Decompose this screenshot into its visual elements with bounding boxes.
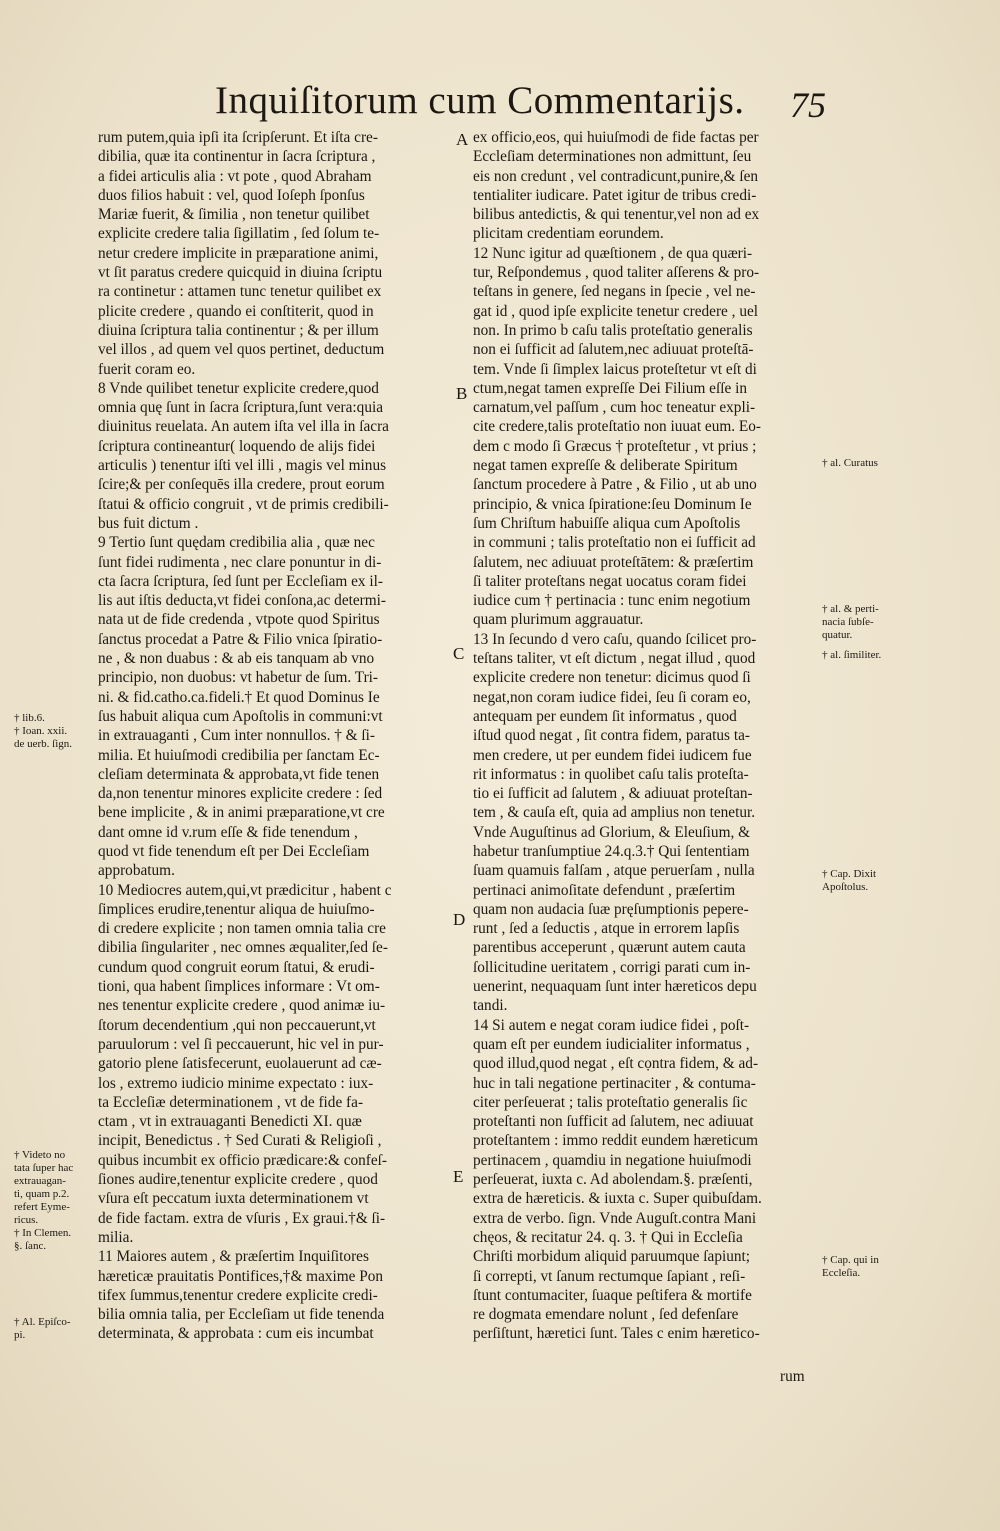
note-line: † Ioan. xxii. bbox=[14, 725, 68, 737]
left-text-line: nata ut de fide credenda , vtpote quod Spiritus bbox=[98, 611, 380, 629]
left-text-line: quibus incumbit ex officio prædicare:& confeſ- bbox=[98, 1151, 388, 1169]
right-text-line: ſuam quamuis falſam , atque peruerſam , nulla bbox=[473, 862, 755, 880]
left-text-line: milia. Et huiuſmodi credibilia per ſanctam Ec- bbox=[98, 746, 380, 764]
right-text-column bbox=[473, 128, 823, 1344]
right-text-line: non ei ſufficit ad ſalutem,nec adiuuat proteſtā- bbox=[473, 341, 754, 359]
note-line: quatur. bbox=[822, 629, 853, 641]
right-text-line: perſeuerat, iuxta c. Ad abolendam.§. præſenti, bbox=[473, 1171, 753, 1189]
right-text-line: Vnde Auguſtinus ad Glorium, & Eleuſium, & bbox=[473, 823, 751, 841]
right-text-line: iudice cum † pertinacia : tunc enim negotium bbox=[473, 592, 751, 610]
right-text-line: parentibus acceperunt , quærunt autem cauta bbox=[473, 939, 746, 957]
right-text-line: tio ei ſufficit ad ſalutem , & adiuuat proteſtan- bbox=[473, 785, 753, 803]
left-text-line: diuinitus reuelata. An autem iſta vel illa in ſacra bbox=[98, 418, 389, 436]
left-text-line: da,non tenentur minores explicite credere : ſed bbox=[98, 785, 383, 803]
right-text-line: tem. Vnde ſi ſimplex laicus proteſtetur vt eſt di bbox=[473, 360, 757, 378]
section-letter-c: C bbox=[453, 644, 465, 663]
right-text-line: Eccleſiam determinationes non admittunt, ſeu bbox=[473, 148, 752, 166]
right-text-line: men credere, ut per eundem fidei iudicem fue bbox=[473, 746, 752, 764]
note-line: ti, quam p.2. bbox=[14, 1188, 70, 1200]
left-text-line: diuina ſcriptura talia continentur ; & per illum bbox=[98, 321, 379, 339]
left-text-line: 11 Maiores autem , & præſertim Inquiſitores bbox=[98, 1248, 369, 1266]
left-text-line: ſunt fidei rudimenta , nec clare ponuntur in di- bbox=[98, 553, 382, 571]
note-line: Eccleſia. bbox=[822, 1267, 861, 1279]
right-text-line: tentialiter iudicare. Patet igitur de tribus credi- bbox=[473, 186, 757, 204]
left-text-line: approbatum. bbox=[98, 862, 175, 880]
left-text-line: bus fuit dictum . bbox=[98, 514, 199, 532]
right-text-line: 14 Si autem e negat coram iudice fidei , poſt- bbox=[473, 1016, 750, 1034]
right-text-line: tem , & cauſa eſt, quia ad amplius non tenetur. bbox=[473, 804, 756, 822]
left-text-line: ſcriptura contineantur( loquendo de alijs fidei bbox=[98, 437, 376, 455]
left-text-line: los , extremo iudicio minime expectato : iux- bbox=[98, 1074, 374, 1092]
note-line: §. ſanc. bbox=[14, 1240, 47, 1252]
left-text-line: ta Eccleſiæ determinationem , vt de fide fa- bbox=[98, 1093, 364, 1111]
left-text-line: gatorio plene ſatisfecerunt, euolauerunt ad cæ- bbox=[98, 1055, 382, 1073]
note-line: † Cap. Dixit bbox=[822, 868, 877, 880]
left-text-line: bene implicite , & in animi præparatione,vt cre bbox=[98, 804, 385, 822]
right-text-line: citer perſeuerat ; talis proteſtatio generalis ſic bbox=[473, 1093, 748, 1111]
left-text-line: vſura eſt peccatum iuxta determinationem vt bbox=[98, 1190, 369, 1208]
section-letter-e: E bbox=[453, 1167, 464, 1186]
left-text-line: in extrauaganti , Cum inter nonnullos. † & ſi- bbox=[98, 727, 376, 745]
right-text-line: teſtans in genere, ſed negans in ſpecie , vel ne- bbox=[473, 283, 756, 301]
left-text-line: ſtatui & officio congruit , vt de primis credibili- bbox=[98, 495, 389, 513]
note-line: † al. & perti- bbox=[822, 603, 879, 615]
right-text-line: huc in tali negatione pertinaciter , & contuma- bbox=[473, 1074, 756, 1092]
right-text-line: proteſtanti non ſufficit ad ſalutem, nec adiuuat bbox=[473, 1113, 754, 1131]
running-head: Inquiſitorum cum Commentarijs. bbox=[215, 79, 745, 122]
note-line: † al. ſimiliter. bbox=[822, 649, 882, 661]
left-text-line: ctam , vt in extrauaganti Benedicti XI. quæ bbox=[98, 1113, 362, 1131]
left-text-line: cta ſacra ſcriptura, ſed ſunt per Eccleſiam ex il- bbox=[98, 572, 383, 590]
right-text-line: in communi ; talis proteſtatio non ei ſufficit ad bbox=[473, 534, 756, 552]
left-text-line: dibilia, quæ ita continentur in ſacra ſcriptura , bbox=[98, 148, 376, 166]
left-text-line: ſcire;& per conſequēs illa credere, prout eorum bbox=[98, 476, 385, 494]
note-line: Apoſtolus. bbox=[822, 881, 869, 893]
left-text-line: 9 Tertio ſunt quędam credibilia alia , quæ nec bbox=[98, 534, 375, 552]
right-text-line: tandi. bbox=[473, 997, 508, 1015]
left-text-line: cundum quod congruit eorum ſtatui, & erudi- bbox=[98, 958, 375, 976]
right-text-line: ex officio,eos, qui huiuſmodi de fide factas per bbox=[473, 129, 759, 146]
left-text-line: a fidei articulis alia : vt pote , quod Abraham bbox=[98, 167, 372, 185]
left-text-column bbox=[98, 128, 450, 1344]
left-text-line: vel illos , ad quem vel quos pertinet, deductum bbox=[98, 341, 385, 359]
note-line: nacia ſubſe- bbox=[822, 616, 874, 628]
left-text-line: hæreticæ prauitatis Pontifices,†& maxime Pon bbox=[98, 1267, 384, 1285]
left-text-line: ſus habuit aliqua cum Apoſtolis in communi:vt bbox=[98, 707, 383, 725]
left-text-line: ni. & fid.catho.ca.fideli.† Et quod Dominus Ie bbox=[98, 688, 380, 706]
left-text-line: rum putem,quia ipſi ita ſcripſerunt. Et iſta cre- bbox=[98, 129, 378, 146]
left-text-line: ſimplices erudire,tenentur aliqua de huiuſmo- bbox=[98, 900, 375, 918]
section-letter-b: B bbox=[456, 384, 468, 403]
right-text-line: pertinacem , quamdiu in negatione huiuſmodi bbox=[473, 1151, 752, 1169]
right-text-line: re dogmata emendare nolunt , ſed defenſare bbox=[473, 1306, 739, 1324]
right-text-line: teſtans taliter, vt eſt dictum , negat illud , quod bbox=[473, 650, 756, 668]
left-text-line: de fide factam. extra de vſuris , Ex graui.†& ſi- bbox=[98, 1209, 386, 1227]
note-line: de uerb. ſign. bbox=[14, 738, 73, 750]
note-line: ricus. bbox=[14, 1214, 39, 1226]
right-text-line: 12 Nunc igitur ad quæſtionem , de qua quæri- bbox=[473, 244, 753, 262]
right-text-line: plicitam credentiam eorundem. bbox=[473, 225, 664, 243]
left-text-line: fuerit coram eo. bbox=[98, 360, 196, 378]
note-line: † Videto no bbox=[14, 1149, 66, 1161]
note-line: refert Eyme- bbox=[14, 1201, 70, 1213]
left-text-line: ne , & non duabus : & ab eis tanquam ab vno bbox=[98, 650, 375, 668]
right-text-line: non. In primo b caſu talis proteſtatio generalis bbox=[473, 321, 753, 339]
right-text-line: gat id , quod ipſe explicite tenetur credere , uel bbox=[473, 302, 759, 320]
left-text-line: ſtorum decendentium ,qui non peccauerunt,vt bbox=[98, 1016, 376, 1034]
right-text-line: extra de verbo. ſign. Vnde Auguſt.contra Mani bbox=[473, 1209, 757, 1227]
left-text-line: netur credere implicite in præparatione animi, bbox=[98, 244, 379, 262]
left-text-line: tifex ſummus,tenentur credere explicite credi- bbox=[98, 1286, 378, 1304]
left-text-line: ſanctus procedat a Patre & Filio vnica ſpiratio- bbox=[98, 630, 383, 648]
left-text-line: incipit, Benedictus . † Sed Curati & Religioſi , bbox=[98, 1132, 382, 1150]
note-line: pi. bbox=[14, 1329, 26, 1341]
right-text-line: ſalutem, nec adiuuat proteſtātem: & præſertim bbox=[473, 553, 754, 571]
right-text-line: runt , ſed a ſeductis , atque in errorem lapſis bbox=[473, 920, 740, 938]
note-line: † In Clemen. bbox=[14, 1227, 72, 1239]
note-line: † lib.6. bbox=[14, 712, 45, 724]
right-text-line: quod illud,quod negat , eſt cọntra fidem, & ad- bbox=[473, 1055, 759, 1073]
right-text-line: carnatum,vel paſſum , cum hoc teneatur expli- bbox=[473, 399, 756, 417]
left-text-line: determinata, & approbata : cum eis incumbat bbox=[98, 1325, 374, 1343]
section-letter-a: A bbox=[456, 130, 469, 149]
margin-note-left-1 bbox=[14, 712, 94, 751]
margin-note-right-1 bbox=[822, 457, 912, 470]
section-letter-d: D bbox=[453, 910, 466, 929]
right-text-line: chęos, & recitatur 24. q. 3. † Qui in Eccleſia bbox=[473, 1228, 743, 1246]
note-line: tata ſuper hac bbox=[14, 1162, 74, 1174]
right-text-line: extra de hæreticis. & iuxta c. Super quibuſdam. bbox=[473, 1190, 762, 1208]
right-text-line: 13 In ſecundo d vero caſu, quando ſcilicet pro- bbox=[473, 630, 757, 648]
left-text-line: lis aut iſtis deducta,vt fidei conſona,ac determi- bbox=[98, 592, 386, 610]
note-line: † Al. Epiſco- bbox=[14, 1316, 71, 1328]
left-text-line: quod vt fide tenendum eſt per Dei Eccleſiam bbox=[98, 842, 370, 860]
right-text-line: explicite credere non tenetur: dicimus quod ſi bbox=[473, 669, 751, 687]
right-text-line: ſi correpti, vt ſanum rectumque ſapiant , reſi- bbox=[473, 1267, 746, 1285]
left-text-line: bilia omnia talia, per Eccleſiam ut fide tenenda bbox=[98, 1306, 385, 1324]
margin-note-right-2 bbox=[822, 603, 912, 642]
left-text-line: duos filios habuit : vel, quod Ioſeph ſponſus bbox=[98, 186, 365, 204]
right-text-line: iſtud quod negat , ſit contra fidem, paratus ta- bbox=[473, 727, 750, 745]
margin-note-right-5 bbox=[822, 1254, 912, 1280]
right-text-line: ctum,negat tamen expreſſe Dei Filium eſſe in bbox=[473, 379, 747, 397]
right-text-line: quam eſt per eundem iudicialiter informatus , bbox=[473, 1035, 750, 1053]
right-text-line: uenerint, nequaquam ſunt inter hæreticos depu bbox=[473, 978, 757, 996]
left-text-line: 8 Vnde quilibet tenetur explicite credere,quod bbox=[98, 379, 379, 397]
right-text-line: negat,non coram iudice fidei, ſeu ſi coram eo, bbox=[473, 688, 751, 706]
right-text-line: ſum Chriſtum habuiſſe aliqua cum Apoſtolis bbox=[473, 514, 741, 532]
left-text-line: principio, non duobus: vt habetur de ſum. Tri- bbox=[98, 669, 379, 687]
left-text-line: milia. bbox=[98, 1228, 134, 1246]
catchword: rum bbox=[780, 1368, 805, 1385]
left-text-line: nes tenentur explicite credere , quod animæ iu- bbox=[98, 997, 386, 1015]
right-text-line: bilibus antedictis, & qui tenentur,vel non ad ex bbox=[473, 206, 760, 224]
right-text-line: habetur tranſumptiue 24.q.3.† Qui ſententiam bbox=[473, 842, 750, 860]
left-text-line: articulis ) tenentur iſti vel illi , magis vel minus bbox=[98, 457, 387, 475]
left-text-line: vt ſit paratus credere quicquid in diuina ſcriptu bbox=[98, 264, 383, 282]
right-text-line: tur, Reſpondemus , quod taliter aſſerens & pro- bbox=[473, 264, 760, 282]
margin-note-left-3 bbox=[14, 1316, 94, 1342]
right-text-line: ſanctum procedere à Patre , & Filio , ut ab uno bbox=[473, 476, 757, 494]
left-text-line: cleſiam determinata & approbata,vt fide tenen bbox=[98, 765, 380, 783]
left-text-line: omnia quę ſunt in ſacra ſcriptura,ſunt vera:quia bbox=[98, 399, 384, 417]
left-text-line: plicite credere , quando ei conſtiterit, quod in bbox=[98, 302, 374, 320]
right-text-line: principio, & vnica ſpiratione:ſeu Dominum Ie bbox=[473, 495, 752, 513]
right-text-line: dem c modo ſi Græcus † proteſtetur , vt prius ; bbox=[473, 437, 757, 455]
right-text-line: ſtunt contumaciter, ſuaque peſtifera & mortife bbox=[473, 1286, 752, 1304]
left-text-line: 10 Mediocres autem,qui,vt prædicitur , habent c bbox=[98, 881, 392, 899]
left-text-line: dibilia ſingulariter , nec omnes æqualiter,ſed ſe- bbox=[98, 939, 388, 957]
right-text-line: perſiſtunt, hæretici ſunt. Tales c enim hæretico- bbox=[473, 1325, 760, 1343]
right-text-line: quam non audacia ſuæ pręſumptionis pepere- bbox=[473, 900, 749, 918]
right-text-line: quam plurimum aggrauatur. bbox=[473, 611, 644, 629]
right-text-line: cite credere,talis proteſtatio non iuuat eum. Eo- bbox=[473, 418, 761, 436]
right-text-line: ſollicitudine ueritatem , corrigi parati cum in- bbox=[473, 958, 751, 976]
right-text-line: eis non credunt , vel contradicunt,punire,& ſen bbox=[473, 167, 759, 185]
right-text-line: rit informatus : in quolibet caſu talis proteſta- bbox=[473, 765, 749, 783]
left-text-line: paruulorum : vel ſi peccauerunt, hic vel in pur- bbox=[98, 1035, 384, 1053]
left-text-line: Mariæ fuerit, & ſimilia , non tenetur quilibet bbox=[98, 206, 370, 224]
left-text-line: dant omne id v.rum eſſe & fide tenendum , bbox=[98, 823, 358, 841]
right-text-line: antequam per eundem ſit informatus , quod bbox=[473, 707, 737, 725]
note-line: † Cap. qui in bbox=[822, 1254, 879, 1266]
right-text-line: Chriſti morbidum aliquid paruumque ſapiunt; bbox=[473, 1248, 751, 1266]
left-text-line: tioni, qua habent ſimplices informare : Vt om- bbox=[98, 978, 380, 996]
margin-note-right-4 bbox=[822, 868, 912, 894]
margin-note-left-2 bbox=[14, 1149, 94, 1253]
left-text-line: ſiones audire,tenentur explicite credere , quod bbox=[98, 1171, 378, 1189]
note-line: extrauagan- bbox=[14, 1175, 66, 1187]
left-text-line: di credere explicite ; non tamen omnia talia cre bbox=[98, 920, 386, 938]
right-text-line: pertinaci animoſitate defendunt , præſertim bbox=[473, 881, 736, 899]
note-line: † al. Curatus bbox=[822, 457, 878, 469]
right-text-line: negat tamen expreſſe & deliberate Spiritum bbox=[473, 457, 738, 475]
page-number: 75 bbox=[790, 85, 826, 125]
right-text-line: ſi taliter proteſtans negat uocatus coram fidei bbox=[473, 572, 747, 590]
right-text-line: proteſtantem : immo reddit eundem hæreticum bbox=[473, 1132, 759, 1150]
margin-note-right-3 bbox=[822, 649, 912, 662]
left-text-line: explicite credere talia ſigillatim , ſed ſolum te- bbox=[98, 225, 380, 243]
left-text-line: ra continetur : attamen tunc tenetur quilibet ex bbox=[98, 283, 382, 301]
